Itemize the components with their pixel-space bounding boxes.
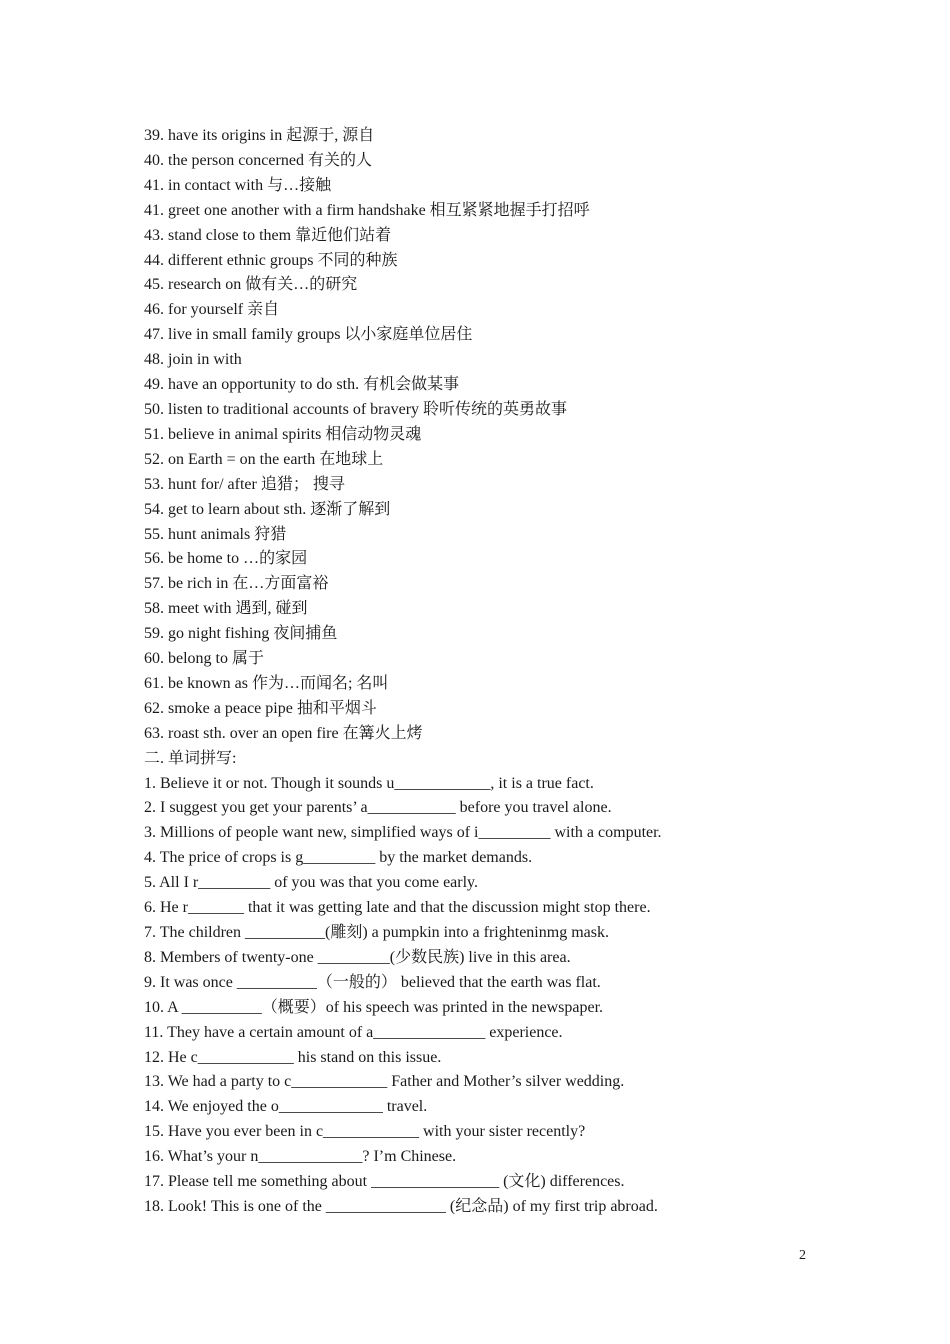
phrase-line: 39. have its origins in 起源于, 源自 [144, 127, 375, 144]
phrase-line: 40. the person concerned 有关的人 [144, 151, 372, 169]
exercise-line: 1. Believe it or not. Though it sounds u____________, it is a true fact. [144, 774, 594, 792]
phrase-line: 60. belong to 属于 [144, 650, 264, 668]
phrase-line: 53. hunt for/ after 追猎； 搜寻 [144, 475, 345, 493]
phrase-line: 56. be home to …的家园 [144, 550, 308, 568]
exercise-line: 4. The price of crops is g_________ by the market demands. [144, 849, 533, 867]
phrase-line: 45. research on 做有关…的研究 [144, 276, 358, 294]
exercise-line: 12. He c____________ his stand on this issue. [144, 1048, 442, 1066]
phrase-line: 43. stand close to them 靠近他们站着 [144, 226, 392, 244]
exercise-line: 10. A __________（概要）of his speech was printed in the newspaper. [144, 998, 604, 1016]
exercise-line: 16. What’s your n_____________? I’m Chinese. [144, 1148, 457, 1166]
exercise-line: 18. Look! This is one of the _______________ (纪念品) of my first trip abroad. [144, 1197, 658, 1215]
phrase-line: 52. on Earth = on the earth 在地球上 [144, 450, 384, 468]
phrase-line: 55. hunt animals 狩猎 [144, 525, 287, 543]
section-heading: 二. 单词拼写: [144, 749, 237, 767]
phrase-line: 50. listen to traditional accounts of bravery 聆听传统的英勇故事 [144, 400, 568, 418]
exercise-line: 5. All I r_________ of you was that you come early. [144, 874, 479, 892]
phrase-line: 54. get to learn about sth. 逐渐了解到 [144, 500, 391, 518]
page-content [144, 124, 844, 1220]
phrase-line: 61. be known as 作为…而闻名; 名叫 [144, 674, 389, 692]
exercise-list [144, 772, 844, 1220]
phrase-line: 63. roast sth. over an open fire 在篝火上烤 [144, 724, 423, 742]
phrase-line: 49. have an opportunity to do sth. 有机会做某事 [144, 376, 460, 394]
exercise-line: 7. The children __________(雕刻) a pumpkin into a frighteninmg mask. [144, 924, 609, 941]
exercise-line: 11. They have a certain amount of a______________ experience. [144, 1023, 563, 1041]
page-number: 2 [799, 1248, 806, 1263]
exercise-line: 9. It was once __________（一般的） believed that the earth was flat. [144, 973, 601, 991]
exercise-line: 14. We enjoyed the o_____________ travel. [144, 1098, 428, 1116]
phrase-line: 51. believe in animal spirits 相信动物灵魂 [144, 425, 422, 443]
exercise-line: 8. Members of twenty-one _________(少数民族) live in this area. [144, 948, 571, 966]
exercise-line: 6. He r_______ that it was getting late and that the discussion might stop there. [144, 899, 651, 917]
exercise-line: 13. We had a party to c____________ Father and Mother’s silver wedding. [144, 1073, 625, 1091]
phrase-line: 41. greet one another with a firm handshake 相互紧紧地握手打招呼 [144, 201, 590, 219]
phrase-line: 57. be rich in 在…方面富裕 [144, 575, 329, 593]
phrase-line: 58. meet with 遇到, 碰到 [144, 600, 308, 618]
phrase-line: 48. join in with [144, 351, 242, 369]
phrase-line: 44. different ethnic groups 不同的种族 [144, 251, 398, 269]
phrase-line: 59. go night fishing 夜间捕鱼 [144, 625, 338, 643]
phrase-line: 62. smoke a peace pipe 抽和平烟斗 [144, 699, 377, 717]
exercise-line: 17. Please tell me something about ________________ (文化) differences. [144, 1173, 625, 1191]
phrase-line: 46. for yourself 亲自 [144, 301, 280, 319]
phrase-list [144, 124, 844, 747]
exercise-line: 3. Millions of people want new, simplified ways of i_________ with a computer. [144, 824, 662, 842]
phrase-line: 47. live in small family groups 以小家庭单位居住 [144, 326, 473, 344]
exercise-line: 15. Have you ever been in c____________ with your sister recently? [144, 1123, 586, 1141]
phrase-line: 41. in contact with 与…接触 [144, 176, 332, 194]
exercise-line: 2. I suggest you get your parents’ a___________ before you travel alone. [144, 799, 612, 817]
